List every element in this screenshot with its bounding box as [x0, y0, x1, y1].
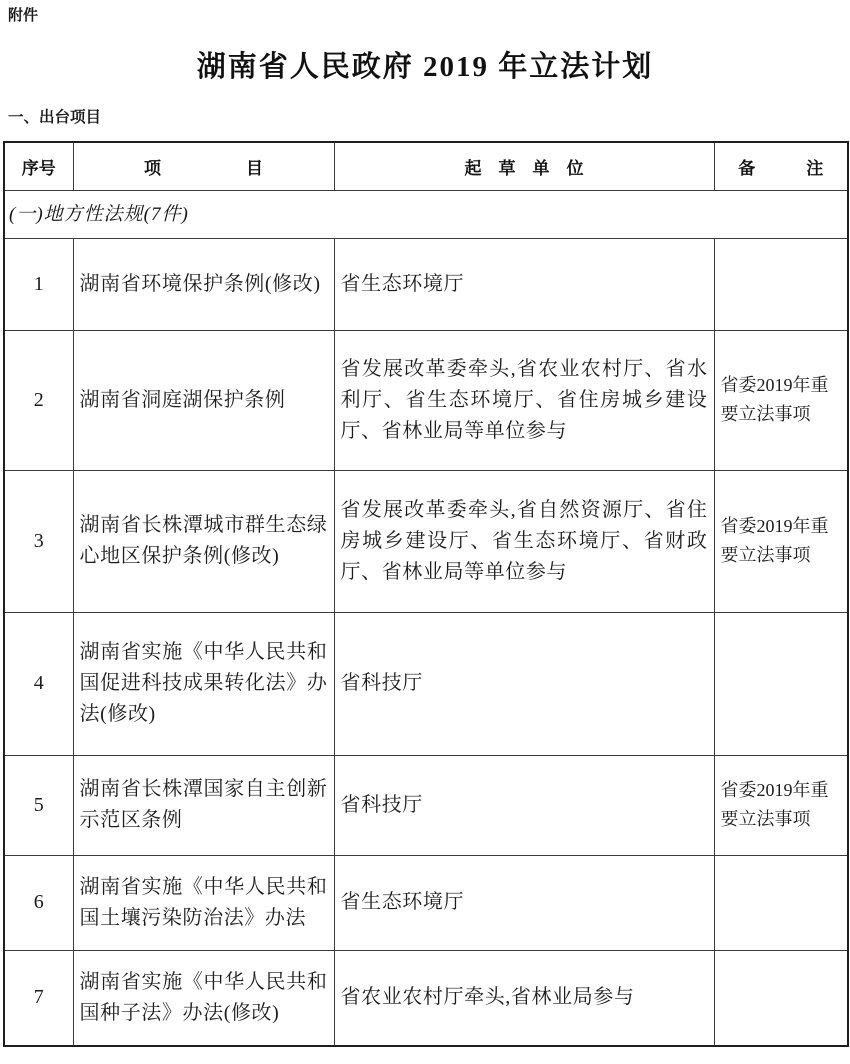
row-number-cell: 1: [4, 238, 73, 330]
row-number-cell: 2: [4, 330, 73, 470]
project-cell: 湖南省环境保护条例(修改): [73, 238, 334, 330]
drafting-unit-cell: 省科技厅: [334, 612, 714, 755]
project-cell: 湖南省洞庭湖保护条例: [73, 330, 334, 470]
remarks-cell: 省委2019年重要立法事项: [714, 755, 848, 855]
project-cell: 湖南省实施《中华人民共和国促进科技成果转化法》办法(修改): [73, 612, 334, 755]
section-heading: 一、出台项目: [8, 109, 102, 126]
project-cell: 湖南省长株潭城市群生态绿心地区保护条例(修改): [73, 470, 334, 612]
remarks-cell: [714, 855, 848, 950]
column-header-project: 项 目: [73, 142, 334, 190]
attachment-label: 附件: [8, 7, 39, 24]
table-row: [4, 330, 848, 470]
project-cell: 湖南省实施《中华人民共和国种子法》办法(修改): [73, 950, 334, 1046]
drafting-unit-cell: 省生态环境厅: [334, 855, 714, 950]
table-row: [4, 238, 848, 330]
table-row: [4, 950, 848, 1046]
table-row: [4, 755, 848, 855]
project-cell: 湖南省实施《中华人民共和国土壤污染防治法》办法: [73, 855, 334, 950]
group-row-label: (一)地方性法规(7件): [4, 190, 848, 238]
drafting-unit-cell: 省生态环境厅: [334, 238, 714, 330]
row-number-cell: 6: [4, 855, 73, 950]
column-header-no: 序号: [4, 142, 73, 190]
column-header-drafting-unit: 起 草 单 位: [334, 142, 714, 190]
remarks-cell: [714, 612, 848, 755]
remarks-cell: [714, 238, 848, 330]
row-number-cell: 3: [4, 470, 73, 612]
remarks-cell: 省委2019年重要立法事项: [714, 470, 848, 612]
row-number-cell: 5: [4, 755, 73, 855]
page-title: 湖南省人民政府 2019 年立法计划: [196, 51, 654, 83]
legislation-table: [3, 141, 849, 1047]
table-row: [4, 855, 848, 950]
drafting-unit-cell: 省农业农村厅牵头,省林业局参与: [334, 950, 714, 1046]
row-number-cell: 7: [4, 950, 73, 1046]
drafting-unit-cell: 省发展改革委牵头,省自然资源厅、省住房城乡建设厅、省生态环境厅、省财政厅、省林业局等单位参与: [334, 470, 714, 612]
table-row: [4, 612, 848, 755]
row-number-cell: 4: [4, 612, 73, 755]
group-row: [4, 190, 848, 238]
table-row: [4, 470, 848, 612]
remarks-cell: 省委2019年重要立法事项: [714, 330, 848, 470]
remarks-cell: [714, 950, 848, 1046]
drafting-unit-cell: 省科技厅: [334, 755, 714, 855]
column-header-remarks: 备 注: [714, 142, 848, 190]
drafting-unit-cell: 省发展改革委牵头,省农业农村厅、省水利厅、省生态环境厅、省住房城乡建设厅、省林业局等单位参与: [334, 330, 714, 470]
table-header-row: [4, 142, 848, 190]
project-cell: 湖南省长株潭国家自主创新示范区条例: [73, 755, 334, 855]
